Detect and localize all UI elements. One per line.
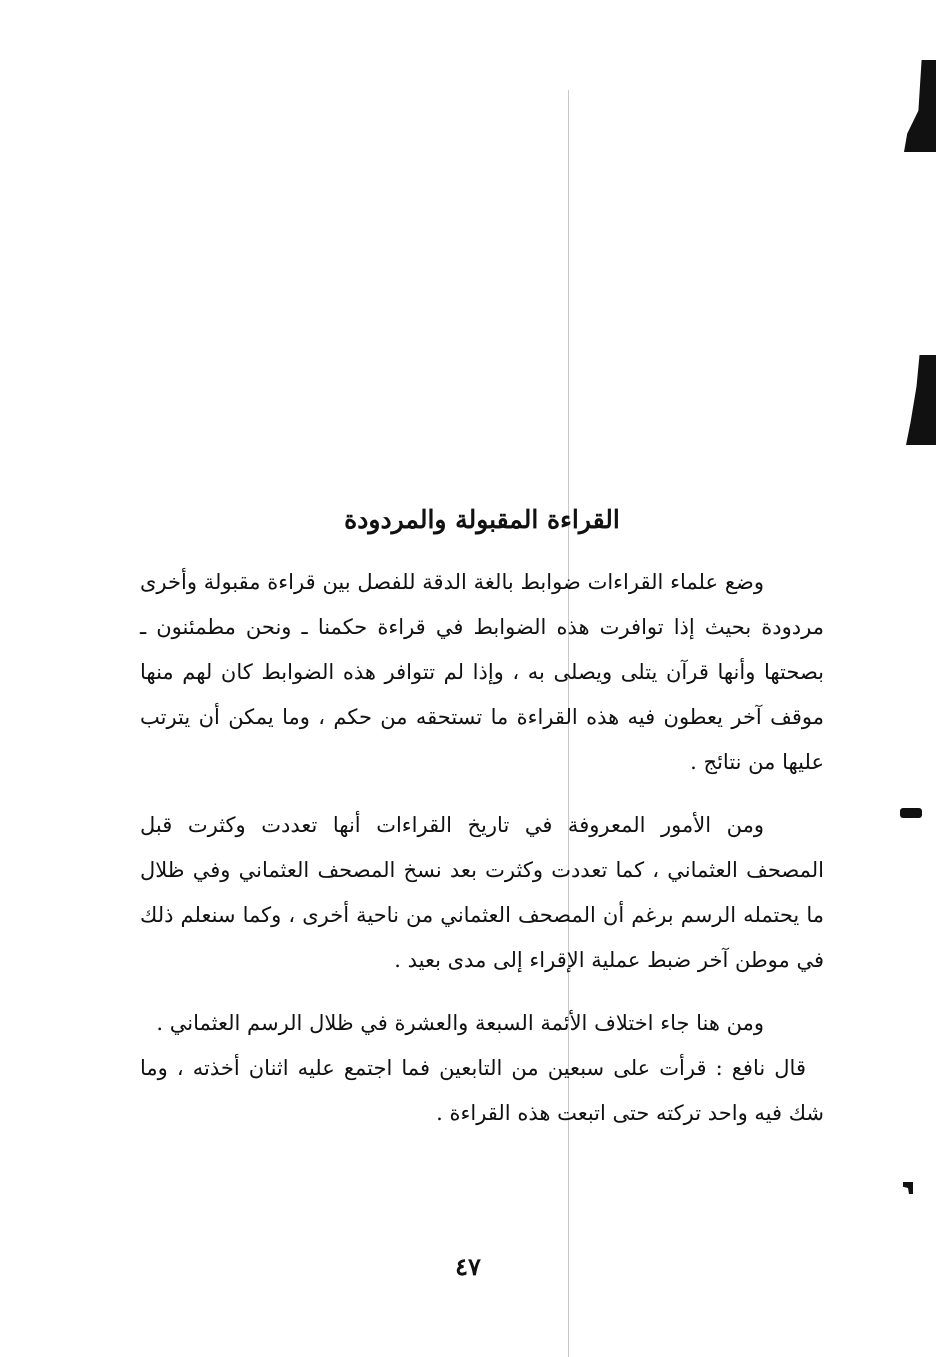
scan-edge-mark [900, 808, 922, 818]
paragraph-history: ومن الأمور المعروفة في تاريخ القراءات أنها تعددت وكثرت قبل المصحف العثماني ، كما تعددت وكثرت بعد نسخ المصحف العثماني وفي ظلال ما يحتمله الرسم برغم أن المصحف العثماني من ناحية أخرى ، وكما سنعلم ذلك في موطن آخر ضبط عملية الإقراء إلى مدى بعيد . [140, 813, 824, 972]
section-title: القراءة المقبولة والمردودة [344, 505, 620, 534]
page-number: ٤٧ [455, 1252, 481, 1281]
page-body [140, 492, 824, 1154]
scan-edge-mark [903, 1182, 913, 1194]
scan-edge-mark [906, 355, 936, 445]
paragraph-acceptance-criteria: وضع علماء القراءات ضوابط بالغة الدقة للفصل بين قراءة مقبولة وأخرى مردودة بحيث إذا توافرت هذه الضوابط في قراءة حكمنا ـ ونحن مطمئنون ـ بصحتها وأنها قرآن يتلى ويصلى به ، وإذا لم تتوافر هذه الضوابط كان لهم منها موقف آخر يعطون فيه هذه القراءة ما تستحقه من حكم ، وما يمكن أن يترتب عليها من نتائج . [140, 570, 824, 774]
scan-edge-mark [904, 60, 936, 152]
paragraph-nafi-quote: قال نافع : قرأت على سبعين من التابعين فما اجتمع عليه اثنان أخذته ، وما شك فيه واحد تركته حتى اتبعت هذه القراءة . [140, 1056, 824, 1125]
paragraph-imams-difference: ومن هنا جاء اختلاف الأئمة السبعة والعشرة في ظلال الرسم العثماني . [156, 1011, 764, 1035]
